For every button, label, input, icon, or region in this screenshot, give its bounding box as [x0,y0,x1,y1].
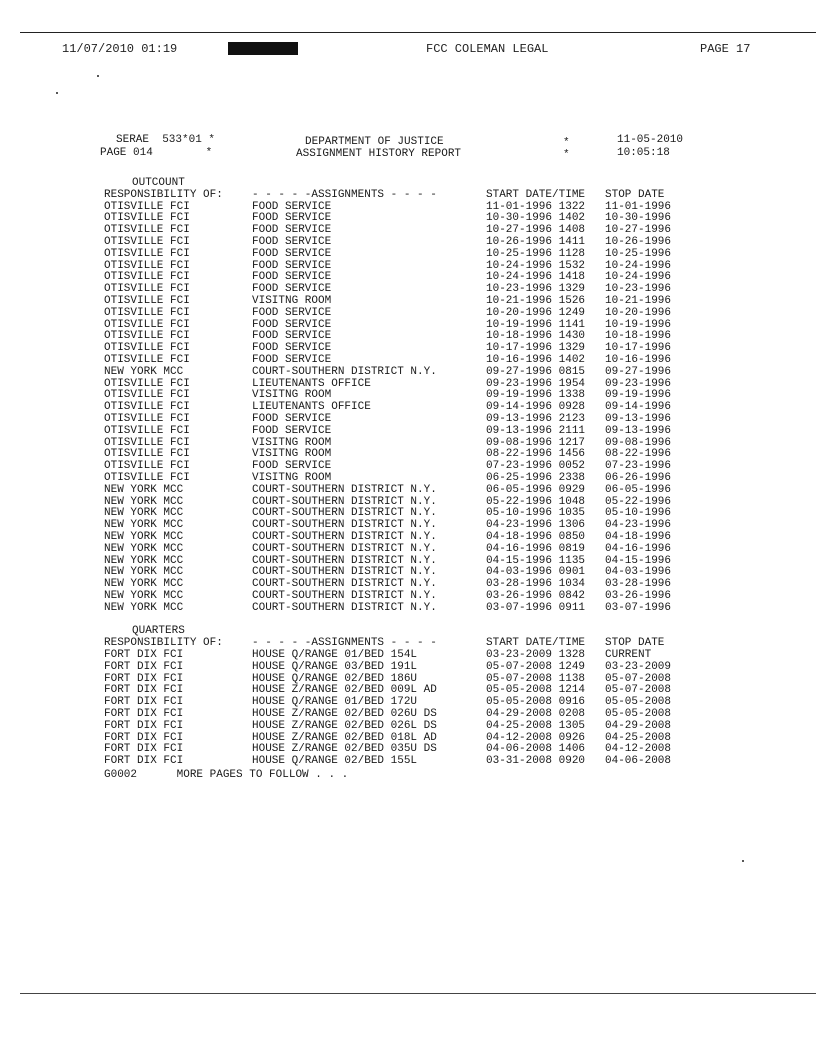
stop-date-cell: 04-15-1996 [605,554,672,567]
stop-date-cell: 05-07-2008 [605,672,672,685]
start-datetime-cell: 05-05-2008 1214 [486,684,586,697]
start-datetime-cell: 09-13-1996 2123 [486,412,586,425]
responsibility-cell: NEW YORK MCC [104,530,184,543]
fax-sender: FCC COLEMAN LEGAL [426,42,549,56]
stop-date-cell: 09-13-1996 [605,424,672,437]
assignment-cell: COURT-SOUTHERN DISTRICT N.Y. [252,530,437,543]
start-datetime-cell: 10-25-1996 1128 [486,247,586,260]
stop-date-cell: 08-22-1996 [605,448,672,461]
start-datetime-cell: 05-05-2008 0916 [486,696,586,709]
start-datetime-cell: 09-13-1996 2111 [486,424,586,437]
fax-datetime: 11/07/2010 01:19 [62,42,178,56]
assignment-cell: COURT-SOUTHERN DISTRICT N.Y. [252,365,437,378]
responsibility-cell: OTISVILLE FCI [104,424,190,437]
stop-date-cell: 04-06-2008 [605,755,672,768]
start-datetime-cell: 03-28-1996 1034 [486,578,586,591]
assignment-cell: COURT-SOUTHERN DISTRICT N.Y. [252,589,437,602]
stop-date-cell: 05-05-2008 [605,696,672,709]
assignment-cell: FOOD SERVICE [252,212,332,225]
responsibility-cell: OTISVILLE FCI [104,401,190,414]
responsibility-cell: NEW YORK MCC [104,542,184,555]
assignment-cell: FOOD SERVICE [252,271,332,284]
responsibility-cell: OTISVILLE FCI [104,235,190,248]
table-row [104,355,754,367]
header-star: * [563,137,570,149]
assignment-cell: VISITNG ROOM [252,436,332,449]
stop-date-cell: 10-30-1996 [605,212,672,225]
stop-date-cell: CURRENT [605,649,652,662]
responsibility-cell: NEW YORK MCC [104,566,184,579]
assignment-cell: LIEUTENANTS OFFICE [252,377,371,390]
responsibility-cell: NEW YORK MCC [104,507,184,520]
start-datetime-cell: 10-24-1996 1532 [486,259,586,272]
column-header-row [104,190,754,202]
assignment-cell: FOOD SERVICE [252,247,332,260]
assignment-cell: COURT-SOUTHERN DISTRICT N.Y. [252,519,437,532]
section-title: OUTCOUNT [132,177,185,189]
stop-date-cell: 06-26-1996 [605,471,672,484]
stop-date-cell: 04-16-1996 [605,542,672,555]
stop-date-cell: 10-20-1996 [605,306,672,319]
report-page: PAGE 014 * [100,147,213,159]
start-datetime-cell: 09-19-1996 1338 [486,389,586,402]
responsibility-cell: OTISVILLE FCI [104,294,190,307]
start-datetime-cell: 04-29-2008 0208 [486,708,586,721]
column-header: STOP DATE [605,188,665,201]
responsibility-cell: OTISVILLE FCI [104,471,190,484]
stop-date-cell: 10-25-1996 [605,247,672,260]
start-datetime-cell: 03-26-1996 0842 [486,589,586,602]
responsibility-cell: OTISVILLE FCI [104,259,190,272]
assignment-cell: COURT-SOUTHERN DISTRICT N.Y. [252,554,437,567]
header-star: * [563,149,570,161]
assignment-cell: HOUSE Z/RANGE 02/BED 018L AD [252,731,437,744]
responsibility-cell: OTISVILLE FCI [104,247,190,260]
start-datetime-cell: 10-27-1996 1408 [486,224,586,237]
responsibility-cell: OTISVILLE FCI [104,212,190,225]
column-header: START DATE/TIME [486,188,586,201]
assignment-cell: HOUSE Q/RANGE 01/BED 172U [252,696,418,709]
start-datetime-cell: 09-23-1996 1954 [486,377,586,390]
responsibility-cell: OTISVILLE FCI [104,224,190,237]
stop-date-cell: 10-17-1996 [605,342,672,355]
assignment-cell: COURT-SOUTHERN DISTRICT N.Y. [252,578,437,591]
footer-line [104,769,348,781]
assignment-cell: FOOD SERVICE [252,353,332,366]
assignment-cell: HOUSE Q/RANGE 03/BED 191L [252,660,418,673]
stop-date-cell: 07-23-1996 [605,460,672,473]
assignment-cell: FOOD SERVICE [252,259,332,272]
responsibility-cell: FORT DIX FCI [104,708,184,721]
column-header: START DATE/TIME [486,637,586,650]
table-row [104,532,754,544]
start-datetime-cell: 07-23-1996 0052 [486,460,586,473]
responsibility-cell: OTISVILLE FCI [104,342,190,355]
start-datetime-cell: 09-27-1996 0815 [486,365,586,378]
start-datetime-cell: 06-05-1996 0929 [486,483,586,496]
fax-top-rule [20,32,816,33]
scan-speck [56,92,58,94]
report-subtitle: ASSIGNMENT HISTORY REPORT [296,148,462,160]
assignment-cell: FOOD SERVICE [252,306,332,319]
table-row [104,367,754,379]
start-datetime-cell: 05-07-2008 1138 [486,672,586,685]
start-datetime-cell: 04-16-1996 0819 [486,542,586,555]
stop-date-cell: 09-13-1996 [605,412,672,425]
assignment-cell: HOUSE Z/RANGE 02/BED 035U DS [252,743,437,756]
responsibility-cell: NEW YORK MCC [104,365,184,378]
table-row [104,249,754,261]
stop-date-cell: 05-05-2008 [605,708,672,721]
start-datetime-cell: 04-12-2008 0926 [486,731,586,744]
table-row [104,756,754,768]
assignment-cell: HOUSE Z/RANGE 02/BED 026L DS [252,719,437,732]
stop-date-cell: 06-05-1996 [605,483,672,496]
start-datetime-cell: 09-08-1996 1217 [486,436,586,449]
assignment-cell: HOUSE Q/RANGE 02/BED 186U [252,672,418,685]
responsibility-cell: OTISVILLE FCI [104,460,190,473]
stop-date-cell: 09-27-1996 [605,365,672,378]
stop-date-cell: 04-29-2008 [605,719,672,732]
assignment-cell: FOOD SERVICE [252,200,332,213]
assignment-cell: HOUSE Q/RANGE 01/BED 154L [252,649,418,662]
assignment-cell: HOUSE Z/RANGE 02/BED 009L AD [252,684,437,697]
table-row [104,296,754,308]
stop-date-cell: 03-23-2009 [605,660,672,673]
responsibility-cell: FORT DIX FCI [104,755,184,768]
stop-date-cell: 04-18-1996 [605,530,672,543]
start-datetime-cell: 10-17-1996 1329 [486,342,586,355]
assignment-cell: COURT-SOUTHERN DISTRICT N.Y. [252,601,437,614]
start-datetime-cell: 10-30-1996 1402 [486,212,586,225]
start-datetime-cell: 05-07-2008 1249 [486,660,586,673]
stop-date-cell: 10-18-1996 [605,330,672,343]
start-datetime-cell: 10-23-1996 1329 [486,283,586,296]
assignment-cell: FOOD SERVICE [252,460,332,473]
stop-date-cell: 10-24-1996 [605,271,672,284]
responsibility-cell: NEW YORK MCC [104,495,184,508]
responsibility-cell: NEW YORK MCC [104,483,184,496]
stop-date-cell: 10-26-1996 [605,235,672,248]
column-header: - - - - -ASSIGNMENTS - - - - [252,188,437,201]
stop-date-cell: 09-19-1996 [605,389,672,402]
assignment-cell: FOOD SERVICE [252,412,332,425]
stop-date-cell: 03-28-1996 [605,578,672,591]
scan-speck [97,75,99,77]
stop-date-cell: 05-22-1996 [605,495,672,508]
start-datetime-cell: 03-23-2009 1328 [486,649,586,662]
assignment-cell: FOOD SERVICE [252,424,332,437]
start-datetime-cell: 10-26-1996 1411 [486,235,586,248]
assignment-cell: FOOD SERVICE [252,318,332,331]
scan-speck [742,860,744,862]
stop-date-cell: 11-01-1996 [605,200,672,213]
stop-date-cell: 04-25-2008 [605,731,672,744]
stop-date-cell: 04-23-1996 [605,519,672,532]
responsibility-cell: OTISVILLE FCI [104,330,190,343]
responsibility-cell: NEW YORK MCC [104,589,184,602]
start-datetime-cell: 09-14-1996 0928 [486,401,586,414]
start-datetime-cell: 10-19-1996 1141 [486,318,586,331]
assignment-cell: VISITNG ROOM [252,471,332,484]
start-datetime-cell: 05-22-1996 1048 [486,495,586,508]
start-datetime-cell: 04-25-2008 1305 [486,719,586,732]
start-datetime-cell: 11-01-1996 1322 [486,200,586,213]
stop-date-cell: 09-14-1996 [605,401,672,414]
responsibility-cell: OTISVILLE FCI [104,283,190,296]
table-row [104,485,754,497]
assignment-cell: FOOD SERVICE [252,342,332,355]
responsibility-cell: OTISVILLE FCI [104,200,190,213]
start-datetime-cell: 04-23-1996 1306 [486,519,586,532]
assignment-cell: VISITNG ROOM [252,294,332,307]
stop-date-cell: 10-24-1996 [605,259,672,272]
assignment-cell: COURT-SOUTHERN DISTRICT N.Y. [252,495,437,508]
table-row [104,721,754,733]
responsibility-cell: NEW YORK MCC [104,578,184,591]
start-datetime-cell: 10-24-1996 1418 [486,271,586,284]
table-row [104,426,754,438]
stop-date-cell: 03-26-1996 [605,589,672,602]
responsibility-cell: FORT DIX FCI [104,731,184,744]
start-datetime-cell: 10-16-1996 1402 [486,353,586,366]
section-spacer [104,614,754,626]
start-datetime-cell: 10-20-1996 1249 [486,306,586,319]
responsibility-cell: FORT DIX FCI [104,672,184,685]
column-header: STOP DATE [605,637,665,650]
fax-page: PAGE 17 [700,42,751,56]
responsibility-cell: OTISVILLE FCI [104,436,190,449]
stop-date-cell: 10-27-1996 [605,224,672,237]
fax-bottom-rule [20,993,816,994]
responsibility-cell: NEW YORK MCC [104,601,184,614]
responsibility-cell: OTISVILLE FCI [104,448,190,461]
start-datetime-cell: 04-03-1996 0901 [486,566,586,579]
report-title: DEPARTMENT OF JUSTICE [305,136,444,148]
table-row [104,473,754,485]
column-header: RESPONSIBILITY OF: [104,188,223,201]
responsibility-cell: FORT DIX FCI [104,660,184,673]
assignment-cell: COURT-SOUTHERN DISTRICT N.Y. [252,566,437,579]
stop-date-cell: 10-21-1996 [605,294,672,307]
column-header-row [104,638,754,650]
assignment-cell: VISITNG ROOM [252,389,332,402]
start-datetime-cell: 04-18-1996 0850 [486,530,586,543]
stop-date-cell: 10-16-1996 [605,353,672,366]
start-datetime-cell: 10-18-1996 1430 [486,330,586,343]
responsibility-cell: OTISVILLE FCI [104,353,190,366]
responsibility-cell: NEW YORK MCC [104,554,184,567]
responsibility-cell: FORT DIX FCI [104,684,184,697]
section-title: QUARTERS [132,625,185,638]
responsibility-cell: FORT DIX FCI [104,719,184,732]
report-id: SERAE 533*01 * [116,134,216,146]
stop-date-cell: 04-12-2008 [605,743,672,756]
start-datetime-cell: 08-22-1996 1456 [486,448,586,461]
start-datetime-cell: 04-15-1996 1135 [486,554,586,567]
responsibility-cell: OTISVILLE FCI [104,271,190,284]
table-row [104,414,754,426]
redaction-bar [228,42,298,55]
assignment-cell: HOUSE Q/RANGE 02/BED 155L [252,755,418,768]
stop-date-cell: 09-23-1996 [605,377,672,390]
assignment-history-table [104,178,754,768]
assignment-cell: LIEUTENANTS OFFICE [252,401,371,414]
table-row [104,603,754,615]
column-header: - - - - -ASSIGNMENTS - - - - [252,637,437,650]
responsibility-cell: NEW YORK MCC [104,519,184,532]
table-row [104,308,754,320]
assignment-cell: VISITNG ROOM [252,448,332,461]
stop-date-cell: 05-10-1996 [605,507,672,520]
footer-text: MORE PAGES TO FOLLOW . . . [176,769,349,781]
footer-code: G0002 [104,769,138,781]
responsibility-cell: FORT DIX FCI [104,649,184,662]
stop-date-cell: 03-07-1996 [605,601,672,614]
assignment-cell: HOUSE Z/RANGE 02/BED 026U DS [252,708,437,721]
report-date: 11-05-2010 [617,134,684,146]
column-header: RESPONSIBILITY OF: [104,637,223,650]
assignment-cell: FOOD SERVICE [252,235,332,248]
assignment-cell: FOOD SERVICE [252,330,332,343]
stop-date-cell: 10-23-1996 [605,283,672,296]
table-row [104,544,754,556]
start-datetime-cell: 04-06-2008 1406 [486,743,586,756]
table-row [104,237,754,249]
stop-date-cell: 04-03-1996 [605,566,672,579]
stop-date-cell: 10-19-1996 [605,318,672,331]
assignment-cell: COURT-SOUTHERN DISTRICT N.Y. [252,507,437,520]
assignment-cell: FOOD SERVICE [252,224,332,237]
stop-date-cell: 09-08-1996 [605,436,672,449]
assignment-cell: COURT-SOUTHERN DISTRICT N.Y. [252,483,437,496]
responsibility-cell: OTISVILLE FCI [104,412,190,425]
start-datetime-cell: 06-25-1996 2338 [486,471,586,484]
responsibility-cell: FORT DIX FCI [104,696,184,709]
responsibility-cell: OTISVILLE FCI [104,318,190,331]
assignment-cell: COURT-SOUTHERN DISTRICT N.Y. [252,542,437,555]
responsibility-cell: OTISVILLE FCI [104,377,190,390]
responsibility-cell: OTISVILLE FCI [104,306,190,319]
table-row [104,591,754,603]
responsibility-cell: FORT DIX FCI [104,743,184,756]
report-time: 10:05:18 [617,147,670,159]
table-row [104,662,754,674]
start-datetime-cell: 03-31-2008 0920 [486,755,586,768]
assignment-cell: FOOD SERVICE [252,283,332,296]
start-datetime-cell: 03-07-1996 0911 [486,601,586,614]
start-datetime-cell: 10-21-1996 1526 [486,294,586,307]
stop-date-cell: 05-07-2008 [605,684,672,697]
responsibility-cell: OTISVILLE FCI [104,389,190,402]
start-datetime-cell: 05-10-1996 1035 [486,507,586,520]
